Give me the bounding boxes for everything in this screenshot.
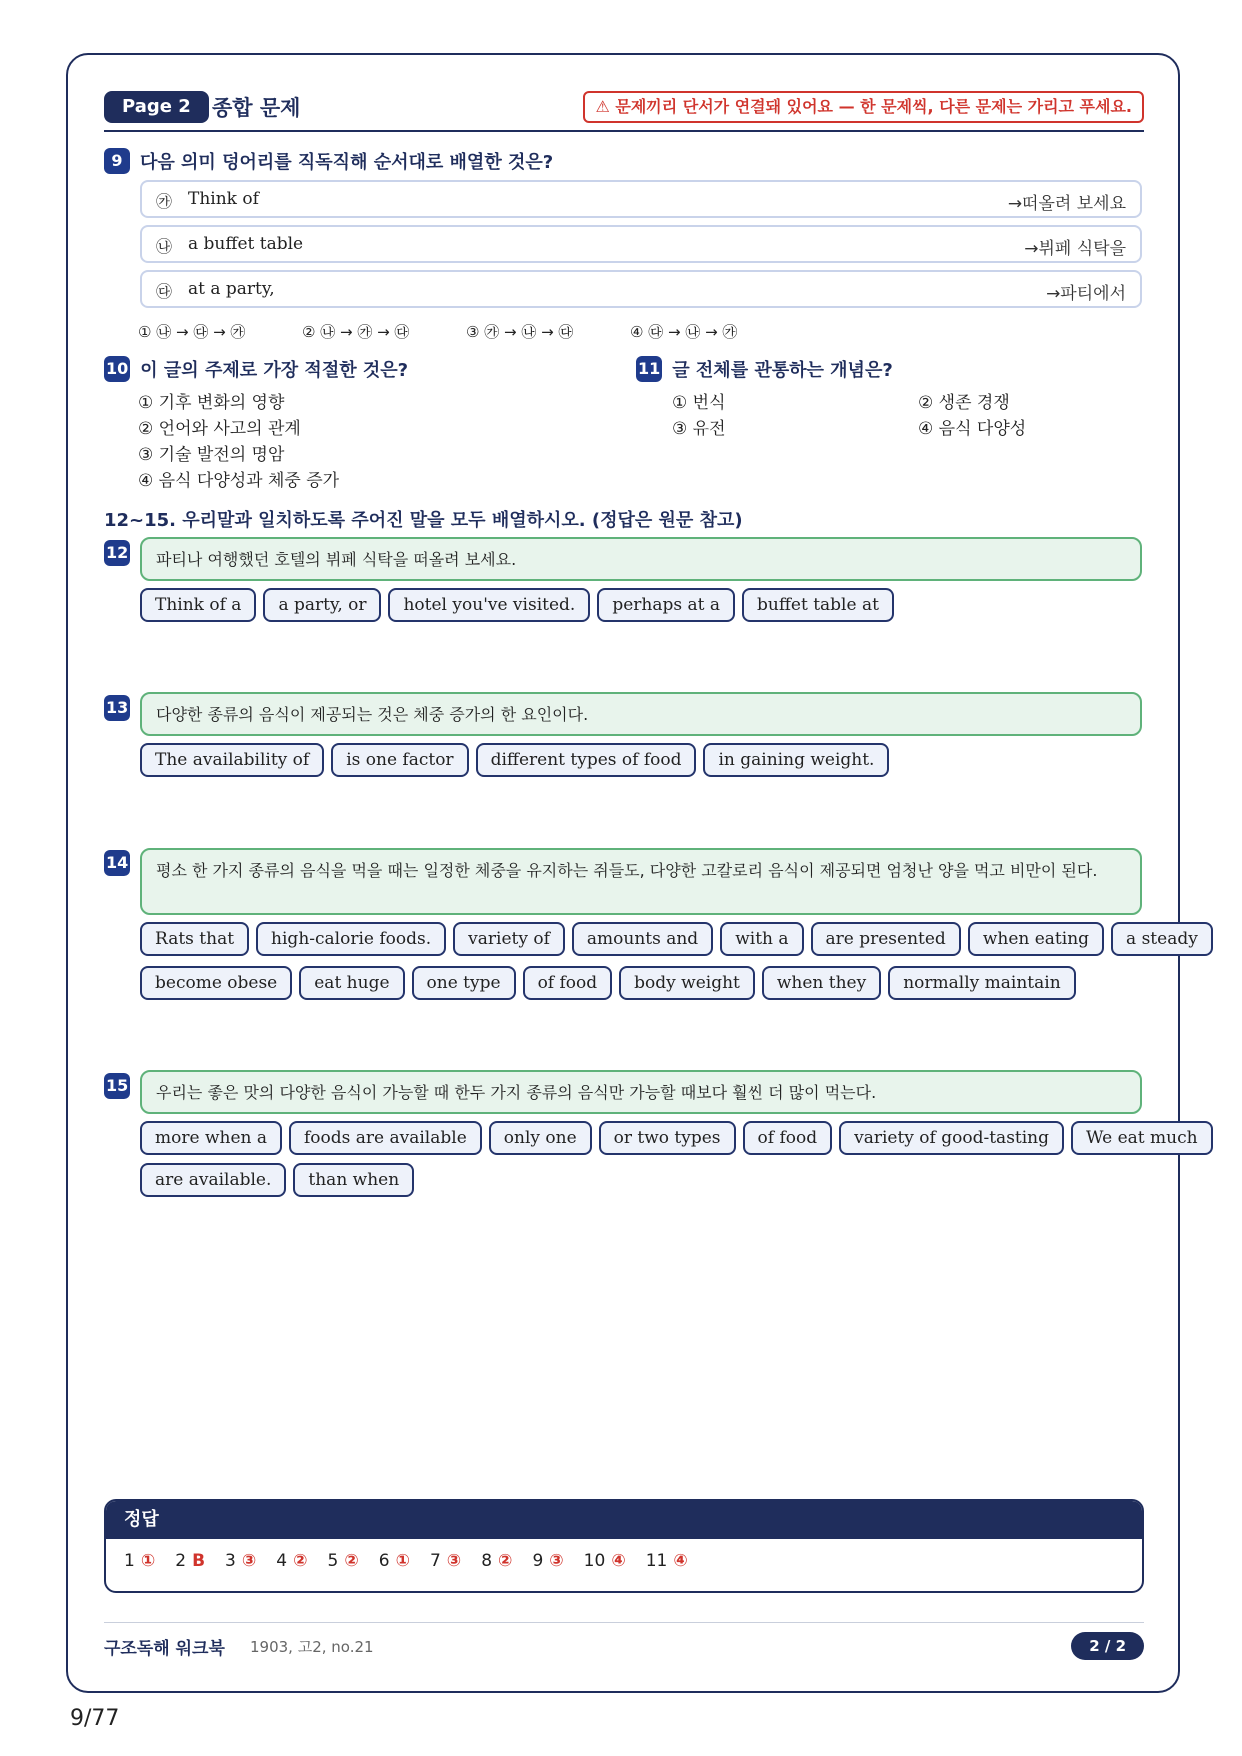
q9-choice-3[interactable]: ③ ㉮ → ㉯ → ㉰ xyxy=(466,323,574,341)
word-chip[interactable]: high-calorie foods. xyxy=(256,922,446,956)
word-chip[interactable]: are available. xyxy=(140,1163,286,1197)
word-chip[interactable]: different types of food xyxy=(476,743,697,777)
word-chip[interactable]: amounts and xyxy=(572,922,713,956)
q9-chunk-2 xyxy=(140,225,1142,263)
word-chip[interactable]: hotel you've visited. xyxy=(388,588,590,622)
answer-item: 1 ① xyxy=(124,1551,156,1571)
answer-key-title: 정답 xyxy=(106,1501,1142,1539)
chunk-english: at a party, xyxy=(188,279,275,299)
q11-title: 글 전체를 관통하는 개념은? xyxy=(672,360,893,381)
word-chip[interactable]: when they xyxy=(762,966,881,1000)
word-chip[interactable]: Rats that xyxy=(140,922,249,956)
q10-number: 10 xyxy=(104,356,130,382)
word-chip[interactable]: a party, or xyxy=(263,588,381,622)
q15-number: 15 xyxy=(104,1073,130,1099)
chunk-korean: →떠올려 보세요 xyxy=(1007,194,1126,214)
q9-number: 9 xyxy=(104,148,130,174)
q9-heading xyxy=(104,148,553,174)
word-chip[interactable]: more when a xyxy=(140,1121,282,1155)
word-chip[interactable]: eat huge xyxy=(299,966,404,1000)
chunk-mark: ㉰ xyxy=(156,282,173,301)
warning-banner: ⚠ 문제끼리 단서가 연결돼 있어요 — 한 문제씩, 다른 문제는 가리고 푸세요. xyxy=(583,91,1144,123)
q12-korean-prompt: 파티나 여행했던 호텔의 뷔페 식탁을 떠올려 보세요. xyxy=(140,537,1142,581)
answer-item: 5 ② xyxy=(327,1551,359,1571)
q10-title: 이 글의 주제로 가장 적절한 것은? xyxy=(140,360,409,381)
q10-choice-1[interactable]: ① 기후 변화의 영향 xyxy=(138,393,285,413)
answer-item: 8 ② xyxy=(481,1551,513,1571)
section-heading: 12~15. 우리말과 일치하도록 주어진 말을 모두 배열하시오. (정답은 원문 참고) xyxy=(104,510,743,531)
word-chip[interactable]: Think of a xyxy=(140,588,256,622)
answer-item: 11 ④ xyxy=(645,1551,688,1571)
q10-choice-4[interactable]: ④ 음식 다양성과 체중 증가 xyxy=(138,471,340,491)
q11-choice-4[interactable]: ④ 음식 다양성 xyxy=(918,419,1027,439)
word-chip[interactable]: perhaps at a xyxy=(597,588,735,622)
q11-choice-2[interactable]: ② 생존 경쟁 xyxy=(918,393,1010,413)
q13-korean-prompt: 다양한 종류의 음식이 제공되는 것은 체중 증가의 한 요인이다. xyxy=(140,692,1142,736)
q11-heading xyxy=(636,356,893,382)
word-chip[interactable]: is one factor xyxy=(331,743,468,777)
q14-number: 14 xyxy=(104,850,130,876)
word-chip[interactable]: are presented xyxy=(811,922,961,956)
answer-item: 2 B xyxy=(175,1551,206,1571)
footer-meta: 1903, 고2, no.21 xyxy=(250,1638,374,1656)
q14-korean-prompt: 평소 한 가지 종류의 음식을 먹을 때는 일정한 체중을 유지하는 쥐들도, 다양한 고칼로리 음식이 제공되면 엄청난 양을 먹고 비만이 된다. xyxy=(140,848,1142,915)
answer-item: 7 ③ xyxy=(429,1551,462,1571)
word-chip[interactable]: than when xyxy=(293,1163,414,1197)
word-chip[interactable]: buffet table at xyxy=(742,588,894,622)
word-chip[interactable]: The availability of xyxy=(140,743,324,777)
q10-heading xyxy=(104,356,408,382)
q14-chip-row-2 xyxy=(140,966,1076,1000)
word-chip[interactable]: We eat much xyxy=(1071,1121,1213,1155)
q9-choice-4[interactable]: ④ ㉰ → ㉯ → ㉮ xyxy=(630,323,738,341)
footer-divider xyxy=(104,1622,1144,1623)
word-chip[interactable]: become obese xyxy=(140,966,292,1000)
q9-title: 다음 의미 덩어리를 직독직해 순서대로 배열한 것은? xyxy=(140,152,554,173)
answer-item: 6 ① xyxy=(378,1551,410,1571)
q13-number: 13 xyxy=(104,695,130,721)
q15-chip-row-2 xyxy=(140,1163,414,1197)
word-chip[interactable]: of food xyxy=(523,966,613,1000)
q10-choice-3[interactable]: ③ 기술 발전의 명암 xyxy=(138,445,285,465)
word-chip[interactable]: or two types xyxy=(599,1121,736,1155)
q10-choice-2[interactable]: ② 언어와 사고의 관계 xyxy=(138,419,301,439)
chunk-korean: →뷔페 식탁을 xyxy=(1024,239,1126,259)
q12-chip-row xyxy=(140,588,894,622)
answer-key xyxy=(104,1499,1144,1593)
word-chip[interactable]: when eating xyxy=(968,922,1104,956)
q11-choice-3[interactable]: ③ 유전 xyxy=(672,419,726,439)
q9-chunk-1 xyxy=(140,180,1142,218)
q9-choice-1[interactable]: ① ㉯ → ㉰ → ㉮ xyxy=(138,323,246,341)
page-badge: Page 2 xyxy=(104,91,209,123)
word-chip[interactable]: of food xyxy=(743,1121,833,1155)
document-page-count: 9/77 xyxy=(70,1706,120,1731)
q14-chip-row-1 xyxy=(140,922,1213,956)
word-chip[interactable]: variety of good-tasting xyxy=(839,1121,1064,1155)
q9-choice-2[interactable]: ② ㉯ → ㉮ → ㉰ xyxy=(302,323,410,341)
chunk-korean: →파티에서 xyxy=(1046,284,1126,304)
q13-chip-row xyxy=(140,743,889,777)
footer-title: 구조독해 워크북 xyxy=(104,1639,225,1659)
answer-list xyxy=(106,1539,1142,1583)
word-chip[interactable]: one type xyxy=(412,966,516,1000)
word-chip[interactable]: with a xyxy=(720,922,803,956)
page-title: 종합 문제 xyxy=(212,96,301,120)
word-chip[interactable]: body weight xyxy=(619,966,755,1000)
answer-item: 10 ④ xyxy=(583,1551,626,1571)
word-chip[interactable]: foods are available xyxy=(289,1121,482,1155)
answer-item: 3 ③ xyxy=(225,1551,257,1571)
chunk-mark: ㉮ xyxy=(156,192,173,211)
answer-item: 4 ② xyxy=(276,1551,308,1571)
q9-chunk-3 xyxy=(140,270,1142,308)
chunk-english: a buffet table xyxy=(188,234,304,254)
page-header xyxy=(104,88,1144,132)
chunk-english: Think of xyxy=(188,189,259,209)
q11-number: 11 xyxy=(636,356,662,382)
word-chip[interactable]: normally maintain xyxy=(888,966,1075,1000)
footer-page-indicator: 2 / 2 xyxy=(1071,1632,1144,1660)
word-chip[interactable]: a steady xyxy=(1111,922,1213,956)
word-chip[interactable]: variety of xyxy=(453,922,565,956)
chunk-mark: ㉯ xyxy=(156,237,173,256)
answer-item: 9 ③ xyxy=(532,1551,564,1571)
word-chip[interactable]: only one xyxy=(489,1121,592,1155)
q15-korean-prompt: 우리는 좋은 맛의 다양한 음식이 가능할 때 한두 가지 종류의 음식만 가능할 때보다 훨씬 더 많이 먹는다. xyxy=(140,1070,1142,1114)
q11-choice-1[interactable]: ① 번식 xyxy=(672,393,726,413)
q12-number: 12 xyxy=(104,540,130,566)
q15-chip-row-1 xyxy=(140,1121,1213,1155)
word-chip[interactable]: in gaining weight. xyxy=(703,743,889,777)
